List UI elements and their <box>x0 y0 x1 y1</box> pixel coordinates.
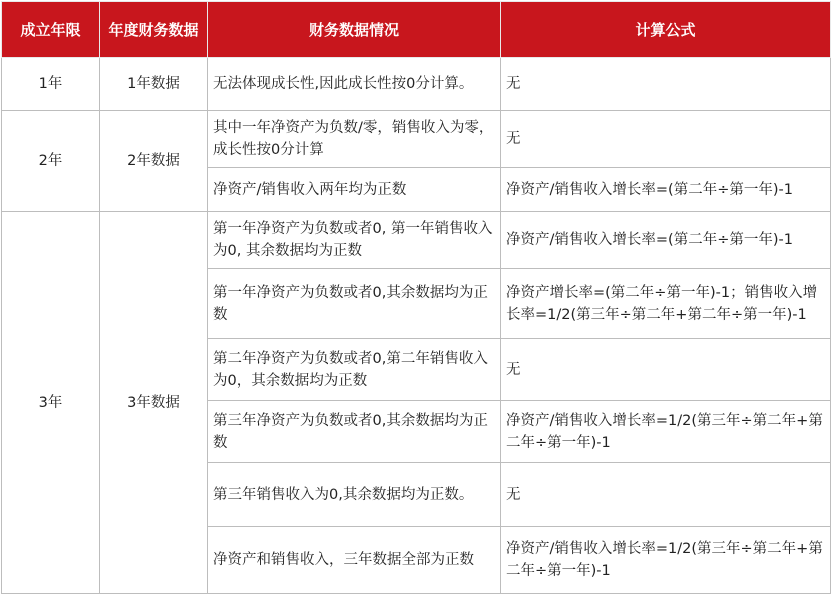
formula-cell: 净资产/销售收入增长率=(第二年÷第一年)-1 <box>501 212 831 269</box>
header-formula: 计算公式 <box>501 2 831 58</box>
header-annual-data: 年度财务数据 <box>100 2 208 58</box>
situation-cell: 第一年净资产为负数或者0,其余数据均为正数 <box>208 269 501 339</box>
table-row <box>2 58 831 111</box>
data-cell: 1年数据 <box>100 58 208 111</box>
situation-cell: 净资产/销售收入两年均为正数 <box>208 168 501 212</box>
situation-cell: 其中一年净资产为负数/零，销售收入为零，成长性按0分计算 <box>208 111 501 168</box>
formula-cell: 净资产/销售收入增长率=1/2(第三年÷第二年+第二年÷第一年)-1 <box>501 527 831 594</box>
formula-cell: 净资产增长率=(第二年÷第一年)-1；销售收入增长率=1/2(第三年÷第二年+第二年÷第一年)-1 <box>501 269 831 339</box>
formula-cell: 净资产/销售收入增长率=(第二年÷第一年)-1 <box>501 168 831 212</box>
table-row <box>2 111 831 168</box>
formula-cell: 无 <box>501 339 831 401</box>
situation-cell: 第三年销售收入为0,其余数据均为正数。 <box>208 463 501 527</box>
header-row <box>2 2 831 58</box>
formula-cell: 无 <box>501 58 831 111</box>
years-cell: 3年 <box>2 212 100 594</box>
formula-cell: 无 <box>501 463 831 527</box>
header-years: 成立年限 <box>2 2 100 58</box>
growth-calculation-table <box>1 1 831 594</box>
years-cell: 2年 <box>2 111 100 212</box>
situation-cell: 第三年净资产为负数或者0,其余数据均为正数 <box>208 401 501 463</box>
table-row <box>2 212 831 269</box>
data-cell: 2年数据 <box>100 111 208 212</box>
header-situation: 财务数据情况 <box>208 2 501 58</box>
situation-cell: 净资产和销售收入，三年数据全部为正数 <box>208 527 501 594</box>
years-cell: 1年 <box>2 58 100 111</box>
situation-cell: 无法体现成长性,因此成长性按0分计算。 <box>208 58 501 111</box>
situation-cell: 第一年净资产为负数或者0, 第一年销售收入为0, 其余数据均为正数 <box>208 212 501 269</box>
formula-cell: 净资产/销售收入增长率=1/2(第三年÷第二年+第二年÷第一年)-1 <box>501 401 831 463</box>
data-cell: 3年数据 <box>100 212 208 594</box>
situation-cell: 第二年净资产为负数或者0,第二年销售收入为0，其余数据均为正数 <box>208 339 501 401</box>
formula-cell: 无 <box>501 111 831 168</box>
